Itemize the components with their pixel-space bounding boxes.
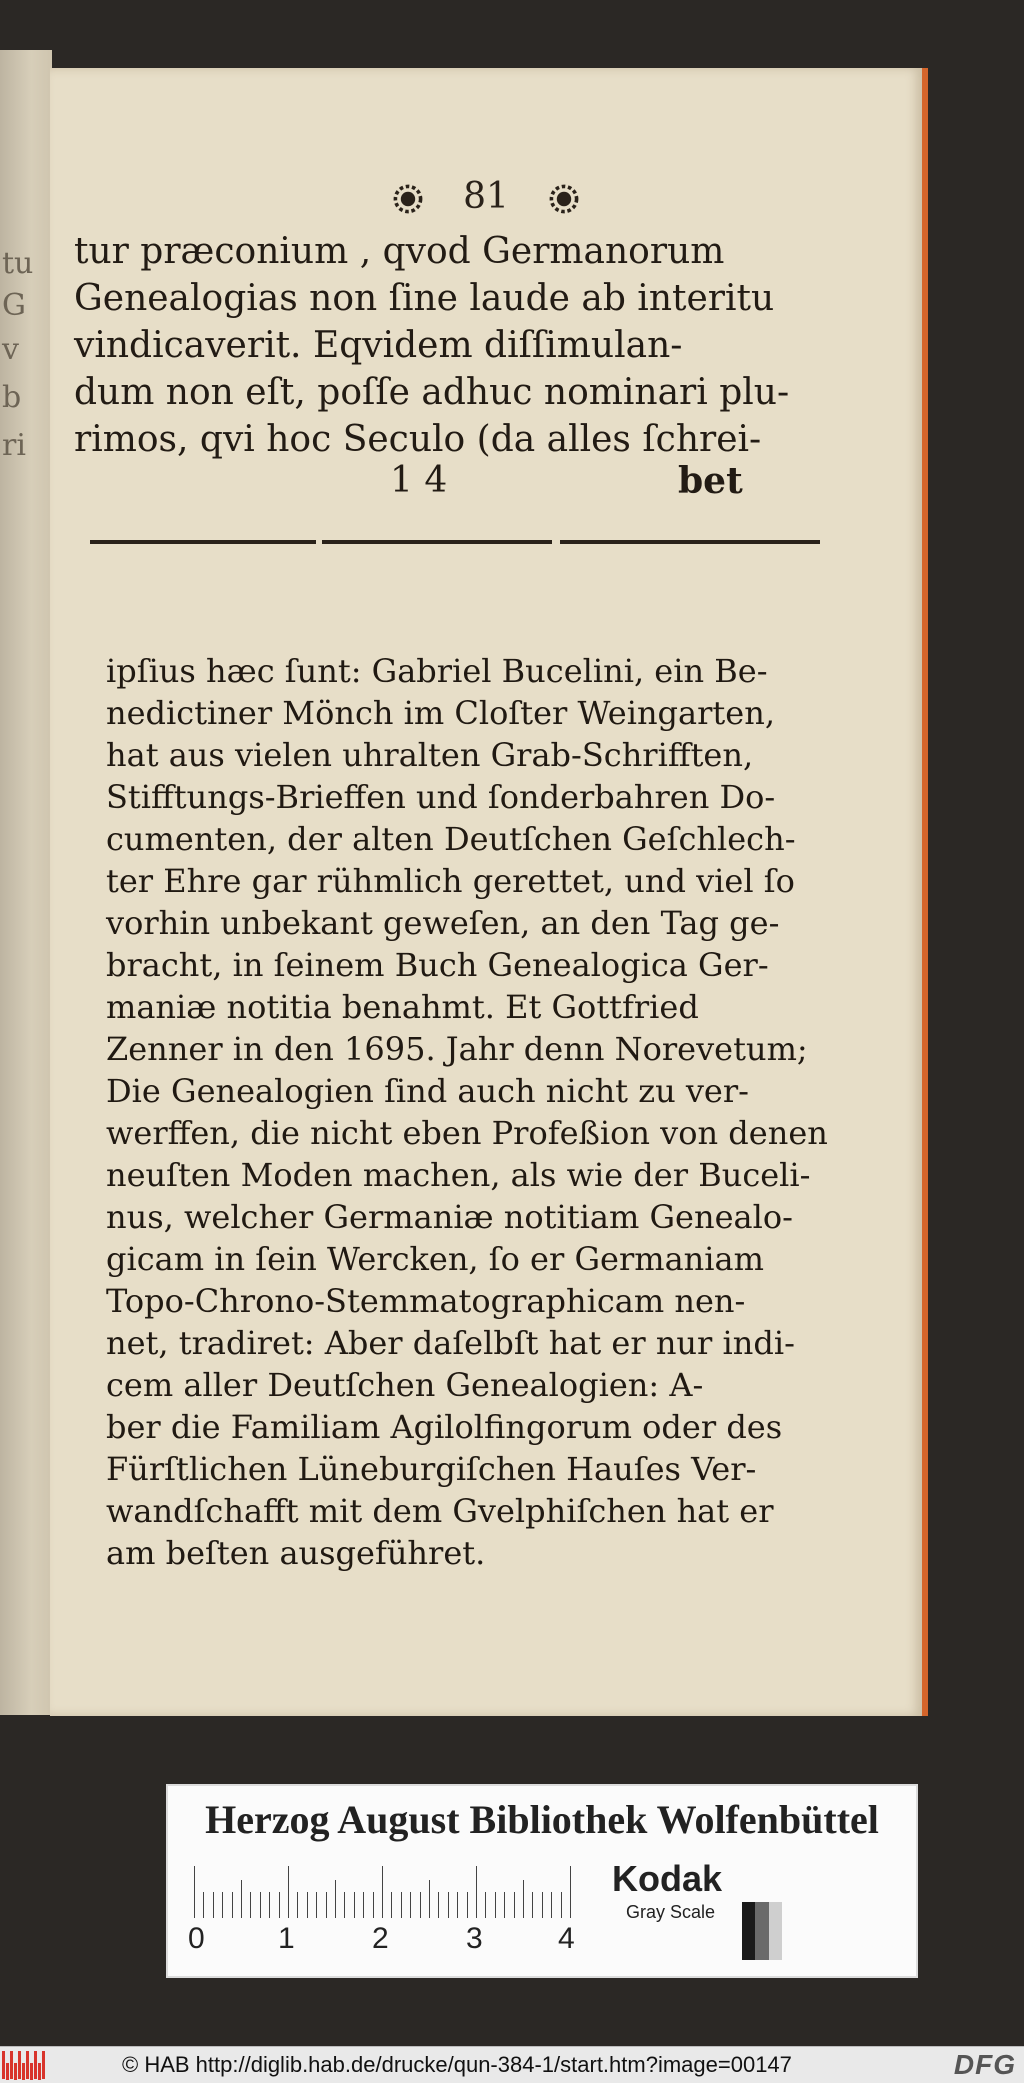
text-line: ber die Familiam Agilolfingorum oder des <box>106 1408 783 1446</box>
text-line: ipſius hæc ſunt: Gabriel Bucelini, ein Be- <box>106 652 768 690</box>
scale-label: 2 <box>372 1922 389 1955</box>
ruler-tick <box>373 1892 374 1918</box>
ruler-tick <box>213 1892 214 1918</box>
left-page-edge <box>0 50 52 1715</box>
ruler-tick <box>457 1892 458 1918</box>
left-edge-glyph: v <box>2 332 19 367</box>
ruler-tick <box>344 1892 345 1918</box>
ruler-tick <box>467 1892 468 1918</box>
text-line: nedictiner Mönch im Cloſter Weingarten, <box>106 694 775 732</box>
ornament-icon <box>390 181 426 217</box>
ruler-tick <box>561 1892 562 1918</box>
ruler-tick <box>297 1892 298 1918</box>
ruler-tick <box>279 1892 280 1918</box>
text-line: nus, welcher Germaniæ notitiam Genealo- <box>106 1198 793 1236</box>
scale-label: 1 <box>278 1922 295 1955</box>
ruler-tick <box>250 1892 251 1918</box>
text-line: tur præconium , qvod Germanorum <box>74 231 725 272</box>
color-calibration-card <box>166 1784 918 1978</box>
signature-row <box>50 460 922 510</box>
ornament-icon <box>546 181 582 217</box>
text-line: Genealogias non ſine laude ab interitu <box>74 278 775 319</box>
ruler-tick <box>532 1892 533 1918</box>
ruler-tick <box>382 1866 383 1918</box>
ruler-tick <box>504 1892 505 1918</box>
text-line: net, tradiret: Aber daſelbſt hat er nur indi- <box>106 1324 795 1362</box>
ruler-tick <box>335 1880 336 1918</box>
ruler-tick <box>485 1892 486 1918</box>
ruler-tick <box>194 1866 195 1918</box>
left-edge-glyph: ri <box>2 428 26 463</box>
text-line: Topo-Chrono-Stemmatographicam nen- <box>106 1282 746 1320</box>
text-line: maniæ notitia benahmt. Et Gottfried <box>106 988 699 1026</box>
text-line: dum non eſt, poſſe adhuc nominari plu- <box>74 372 790 413</box>
page-header <box>50 176 922 217</box>
gray-scale-label: Gray Scale <box>626 1902 716 1922</box>
ruler-tick <box>542 1892 543 1918</box>
dfg-logo: DFG <box>953 2049 1016 2080</box>
signature-mark: 1 4 <box>390 460 448 501</box>
kodak-logo: Kodak <box>612 1858 723 1899</box>
text-line: am beſten ausgeführet. <box>106 1534 486 1572</box>
ruler-tick <box>354 1892 355 1918</box>
ruler-tick <box>316 1892 317 1918</box>
ruler-tick <box>551 1892 552 1918</box>
text-line: rimos, qvi hoc Seculo (da alles ſchrei- <box>74 419 762 460</box>
footnote-rule <box>90 540 820 548</box>
ruler-tick <box>222 1892 223 1918</box>
footer-bar <box>0 2046 1024 2083</box>
ruler-tick <box>260 1892 261 1918</box>
scale-label: 0 <box>188 1922 205 1955</box>
text-line: gicam in ſein Wercken, ſo er Germaniam <box>106 1240 764 1278</box>
ruler-tick <box>232 1892 233 1918</box>
scale-labels <box>168 1922 588 1962</box>
ruler-tick <box>514 1892 515 1918</box>
text-line: vindicaverit. Eqvidem diſſimulan- <box>74 325 683 366</box>
ruler-tick <box>401 1892 402 1918</box>
ruler-tick <box>438 1892 439 1918</box>
scale-label: 3 <box>466 1922 483 1955</box>
text-line: Die Genealogien ſind auch nicht zu ver- <box>106 1072 749 1110</box>
ruler-tick <box>326 1892 327 1918</box>
text-line: hat aus vielen uhralten Grab-Schrifften, <box>106 736 754 774</box>
ruler-tick <box>410 1892 411 1918</box>
ruler-tick <box>476 1866 477 1918</box>
scale-label: 4 <box>558 1922 575 1955</box>
ruler-tick <box>288 1866 289 1918</box>
text-line: Zenner in den 1695. Jahr denn Norevetum; <box>106 1030 808 1068</box>
text-line: Stifftungs-Brieffen und ſonderbahren Do- <box>106 778 776 816</box>
left-edge-glyph: b <box>2 380 22 415</box>
library-title: Herzog August Bibliothek Wolfenbüttel <box>205 1797 879 1842</box>
ruler-tick <box>269 1892 270 1918</box>
text-line: wandſchafft mit dem Gvelphiſchen hat er <box>106 1492 774 1530</box>
ruler-tick <box>363 1892 364 1918</box>
page-number: 81 <box>463 176 509 217</box>
text-line: vorhin unbekant geweſen, an den Tag ge- <box>106 904 780 942</box>
ruler-tick <box>307 1892 308 1918</box>
ruler-tick <box>241 1880 242 1918</box>
book-page <box>50 68 928 1716</box>
text-line: cem aller Deutſchen Genealogien: A- <box>106 1366 704 1404</box>
left-edge-glyph: G <box>2 288 26 323</box>
text-line: ter Ehre gar rühmlich gerettet, und viel ſo <box>106 862 795 900</box>
text-line: cumenten, der alten Deutſchen Geſchlech- <box>106 820 796 858</box>
ruler-tick <box>391 1892 392 1918</box>
ruler-tick <box>523 1880 524 1918</box>
text-line: bracht, in ſeinem Buch Genealogica Ger- <box>106 946 769 984</box>
ruler-tick <box>495 1892 496 1918</box>
text-line: neuſten Moden machen, als wie der Buceli- <box>106 1156 811 1194</box>
catchword: bet <box>678 460 743 502</box>
scale-ruler <box>194 1866 574 1918</box>
ruler-tick <box>420 1892 421 1918</box>
text-line: werffen, die nicht eben Profeßion von denen <box>106 1114 828 1152</box>
text-line: Fürſtlichen Lüneburgiſchen Hauſes Ver- <box>106 1450 757 1488</box>
left-edge-glyph: tu <box>2 246 34 281</box>
ruler-tick <box>429 1880 430 1918</box>
ruler-tick <box>448 1892 449 1918</box>
ruler-tick <box>570 1866 571 1918</box>
hab-logo-icon <box>2 2051 46 2079</box>
ruler-tick <box>203 1892 204 1918</box>
gray-swatch <box>742 1902 782 1960</box>
footnote-text <box>106 650 826 1574</box>
copyright-link[interactable]: © HAB http://diglib.hab.de/drucke/qun-384-1/start.htm?image=00147 <box>122 2052 792 2077</box>
main-text <box>74 228 830 463</box>
